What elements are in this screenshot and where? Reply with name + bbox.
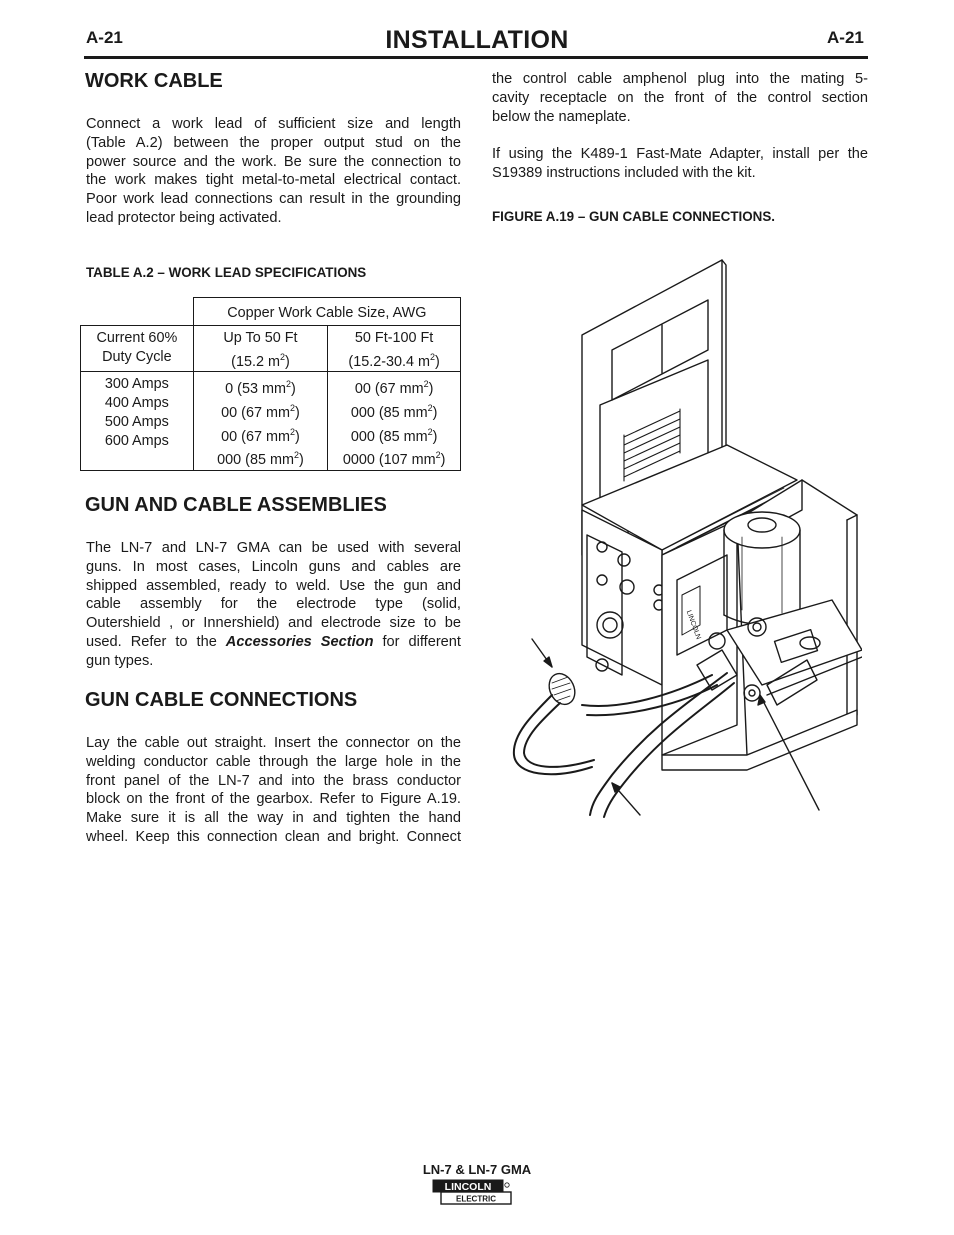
size-value bbox=[194, 446, 328, 470]
size-value bbox=[328, 375, 460, 399]
size-text: 000 (85 mm bbox=[350, 428, 428, 445]
header-part: (15.2 m bbox=[231, 353, 280, 370]
size-text: 0 (53 mm bbox=[225, 381, 286, 398]
superscript: 2 bbox=[430, 351, 436, 362]
size-text: 00 (67 mm bbox=[221, 428, 290, 445]
text-line: the work makes tight metal-to-metal electrical contact. bbox=[86, 172, 461, 189]
size-text: 00 (67 mm bbox=[354, 381, 424, 398]
superscript: 2 bbox=[427, 402, 433, 413]
lincoln-electric-logo bbox=[432, 1179, 512, 1210]
text-line: shipped assembled, ready to weld. Use the gun and bbox=[86, 577, 461, 594]
header-line bbox=[328, 348, 460, 372]
gun-connections-paragraph bbox=[86, 734, 461, 847]
table-row-header bbox=[81, 326, 194, 372]
text-line: If using the K489-1 Fast-Mate Adapter, install per the bbox=[492, 146, 868, 162]
size-text: ) bbox=[290, 381, 296, 398]
table-size-50-to-100-cell bbox=[328, 372, 461, 470]
header-line: 50 Ft-100 Ft bbox=[354, 330, 434, 346]
current-value: 300 Amps bbox=[104, 376, 169, 393]
table-current-cell bbox=[81, 372, 194, 470]
header-line bbox=[194, 348, 328, 372]
size-text: ) bbox=[298, 451, 304, 468]
header-line: Duty Cycle bbox=[102, 348, 172, 365]
superscript: 2 bbox=[293, 450, 299, 461]
current-value: 400 Amps bbox=[104, 395, 169, 412]
superscript: 2 bbox=[285, 379, 291, 390]
text-line: Make sure it is all the way in and tighten the hand bbox=[86, 810, 461, 827]
text-part: for different bbox=[373, 633, 461, 650]
text-line: guns. In most cases, Lincoln guns and cables are bbox=[86, 558, 461, 575]
text-line: welding conductor cable through the large hole in the bbox=[86, 753, 461, 770]
svg-text:LINCOLN: LINCOLN bbox=[684, 609, 702, 641]
gun-assemblies-paragraph bbox=[86, 539, 461, 671]
superscript: 2 bbox=[289, 402, 295, 413]
table-corner-empty bbox=[81, 298, 194, 326]
text-line: (Table A.2) between the proper output stud on the bbox=[86, 134, 461, 151]
work-cable-heading: WORK CABLE bbox=[85, 70, 223, 92]
text-line: cable assembly for the electrode type (solid, bbox=[86, 596, 461, 613]
control-cable-paragraph bbox=[492, 70, 868, 126]
table-caption: TABLE A.2 – WORK LEAD SPECIFICATIONS bbox=[86, 265, 367, 280]
superscript: 2 bbox=[435, 450, 441, 461]
text-line: gun types. bbox=[86, 652, 154, 669]
table-col-header-up-to-50 bbox=[193, 326, 328, 372]
header-rule bbox=[84, 56, 868, 59]
text-line: front panel of the LN-7 and into the brass conductor bbox=[86, 772, 461, 789]
text-line: S19389 instructions included with the kit. bbox=[492, 164, 756, 181]
table-size-up-to-50-cell bbox=[193, 372, 328, 470]
table-group-header: Copper Work Cable Size, AWG bbox=[193, 298, 460, 326]
svg-text:ELECTRIC: ELECTRIC bbox=[456, 1194, 496, 1204]
size-value bbox=[328, 446, 460, 470]
text-line: The LN-7 and LN-7 GMA can be used with several bbox=[86, 540, 461, 556]
header-part: (15.2-30.4 m bbox=[348, 353, 431, 370]
text-line: Connect a work lead of sufficient size and length bbox=[86, 116, 461, 132]
fast-mate-paragraph bbox=[492, 145, 868, 183]
size-text: ) bbox=[432, 404, 438, 421]
page-code-right: A-21 bbox=[827, 28, 864, 47]
text-part: used. Refer to the bbox=[86, 633, 226, 650]
gun-cable-connection-illustration bbox=[512, 255, 862, 825]
size-value bbox=[328, 399, 460, 423]
text-line: Lay the cable out straight. Insert the connector on the bbox=[86, 735, 461, 751]
size-value bbox=[194, 399, 328, 423]
current-value: 500 Amps bbox=[104, 413, 169, 430]
figure-caption: FIGURE A.19 – GUN CABLE CONNECTIONS. bbox=[492, 209, 775, 224]
text-line: below the nameplate. bbox=[492, 108, 631, 125]
text-line: the control cable amphenol plug into the mating 5- bbox=[492, 71, 868, 87]
size-text: ) bbox=[440, 451, 446, 468]
page-title: INSTALLATION bbox=[385, 26, 569, 54]
size-text: 0000 (107 mm bbox=[342, 451, 436, 468]
size-text: 000 (85 mm bbox=[350, 404, 428, 421]
header-part: ) bbox=[435, 353, 440, 370]
size-text: 000 (85 mm bbox=[217, 451, 294, 468]
accessories-section-reference: Accessories Section bbox=[225, 633, 374, 650]
page-code-left: A-21 bbox=[86, 28, 123, 47]
size-value bbox=[328, 423, 460, 447]
size-text: ) bbox=[428, 381, 434, 398]
text-line: Poor work lead connections can result in the grounding bbox=[86, 191, 461, 208]
size-text: 00 (67 mm bbox=[221, 404, 290, 421]
text-line: lead protector being activated. bbox=[86, 209, 282, 226]
size-text: ) bbox=[294, 428, 300, 445]
text-line: block on the front of the gearbox. Refer to Figure A.19. bbox=[86, 791, 461, 808]
superscript: 2 bbox=[289, 426, 295, 437]
text-line: cavity receptacle on the front of the control section bbox=[492, 89, 868, 106]
size-text: ) bbox=[294, 404, 300, 421]
lincoln-logo-icon bbox=[432, 1179, 512, 1205]
work-cable-paragraph bbox=[86, 115, 461, 228]
svg-text:LINCOLN: LINCOLN bbox=[444, 1181, 492, 1193]
gun-assemblies-heading: GUN AND CABLE ASSEMBLIES bbox=[85, 494, 387, 516]
table-col-header-50-to-100 bbox=[328, 326, 461, 372]
size-text: ) bbox=[432, 428, 438, 445]
work-lead-spec-table bbox=[80, 297, 461, 471]
superscript: 2 bbox=[423, 379, 429, 390]
text-line: Outershield , or Innershield) and electrode size to be bbox=[86, 615, 461, 632]
size-value bbox=[194, 423, 328, 447]
header-line: Current 60% bbox=[96, 330, 178, 346]
current-value: 600 Amps bbox=[104, 432, 169, 449]
superscript: 2 bbox=[279, 351, 285, 362]
header-line: Up To 50 Ft bbox=[223, 330, 298, 346]
gun-connections-heading: GUN CABLE CONNECTIONS bbox=[85, 689, 358, 711]
header-part: ) bbox=[284, 353, 290, 370]
size-value bbox=[194, 375, 328, 399]
text-line bbox=[86, 633, 461, 652]
text-line: wheel. Keep this connection clean and bright. Connect bbox=[86, 828, 461, 845]
text-line: power source and the work. Be sure the connection to bbox=[86, 153, 461, 170]
footer-model-name: LN-7 & LN-7 GMA bbox=[422, 1162, 532, 1177]
superscript: 2 bbox=[427, 426, 433, 437]
